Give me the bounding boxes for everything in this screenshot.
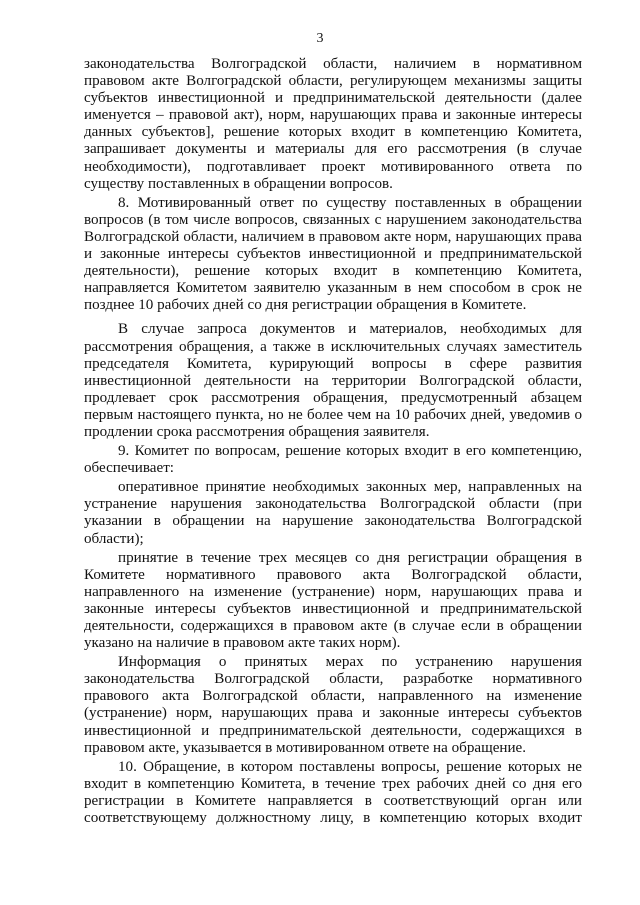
document-body (84, 56, 582, 827)
page-number: 3 (316, 31, 324, 46)
paragraph-extension-of-term: В случае запроса документов и материалов, необходимых для рассмотрения обращения, а также в исключительных случаях заместитель председателя Комитета, курирующий вопросы в сфере развития инвестиционной деятельности на территории Волгоградской области, продлевает срок рассмотрения обращения, предусмотренный абзацем первым настоящего пункта, но не более чем на 10 рабочих дней, уведомив о продлении срока рассмотрения обращения заявителя. (84, 321, 582, 440)
paragraph-item-9: 9. Комитет по вопросам, решение которых входит в его компетенцию, обеспечивает: (84, 443, 582, 477)
paragraph-continuation: законодательства Волгоградской области, наличием в нормативном правовом акте Волгоградской области, регулирующем механизмы защиты субъектов инвестиционной и предпринимательской деятельности (далее именуется – правовой акт), норм, нарушающих права и законные интересы данных субъектов], решение которых входит в компетенцию Комитета, запрашивает документы и материалы для его рассмотрения (в случае необходимости), подготавливает проект мотивированного ответа по существу поставленных в обращении вопросов. (84, 56, 582, 192)
paragraph-item-9-normative-act: принятие в течение трех месяцев со дня регистрации обращения в Комитете нормативного правового акта Волгоградской области, направленного на изменение (устранение) норм, нарушающих права и законные интересы субъектов инвестиционной и предпринимательской деятельности, содержащихся в правовом акте (в случае если в обращении указано на наличие в правовом акте таких норм). (84, 549, 582, 652)
paragraph-information-on-measures: Информация о принятых мерах по устранению нарушения законодательства Волгоградской области, разработке нормативного правового акта Волгоградской области, направленного на изменение (устранение) норм, нарушающих права и законные интересы субъектов инвестиционной и предпринимательской деятельности, содержащихся в правовом акте, указывается в мотивированном ответе на обращение. (84, 654, 582, 756)
paragraph-item-10: 10. Обращение, в котором поставлены вопросы, решение которых не входит в компетенцию Комитета, в течение трех рабочих дней со дня его регистрации в Комитете направляется в соответствующий орган или соответствующему должностному лицу, в компетенцию которых входит (84, 758, 582, 827)
paragraph-item-8: 8. Мотивированный ответ по существу поставленных в обращении вопросов (в том числе вопросов, связанных с нарушением законодательства Волгоградской области, наличием в правовом акте норм, нарушающих права и законные интересы субъектов инвестиционной и предпринимательской деятельности), решение которых входит в компетенцию Комитета, направляется Комитетом заявителю указанным в нем способом в срок не позднее 10 рабочих дней со дня регистрации обращения в Комитете. (84, 194, 582, 314)
paragraph-item-9-measures: оперативное принятие необходимых законных мер, направленных на устранение нарушения законодательства Волгоградской области (при указании в обращении на нарушение законодательства Волгоградской области); (84, 479, 582, 547)
